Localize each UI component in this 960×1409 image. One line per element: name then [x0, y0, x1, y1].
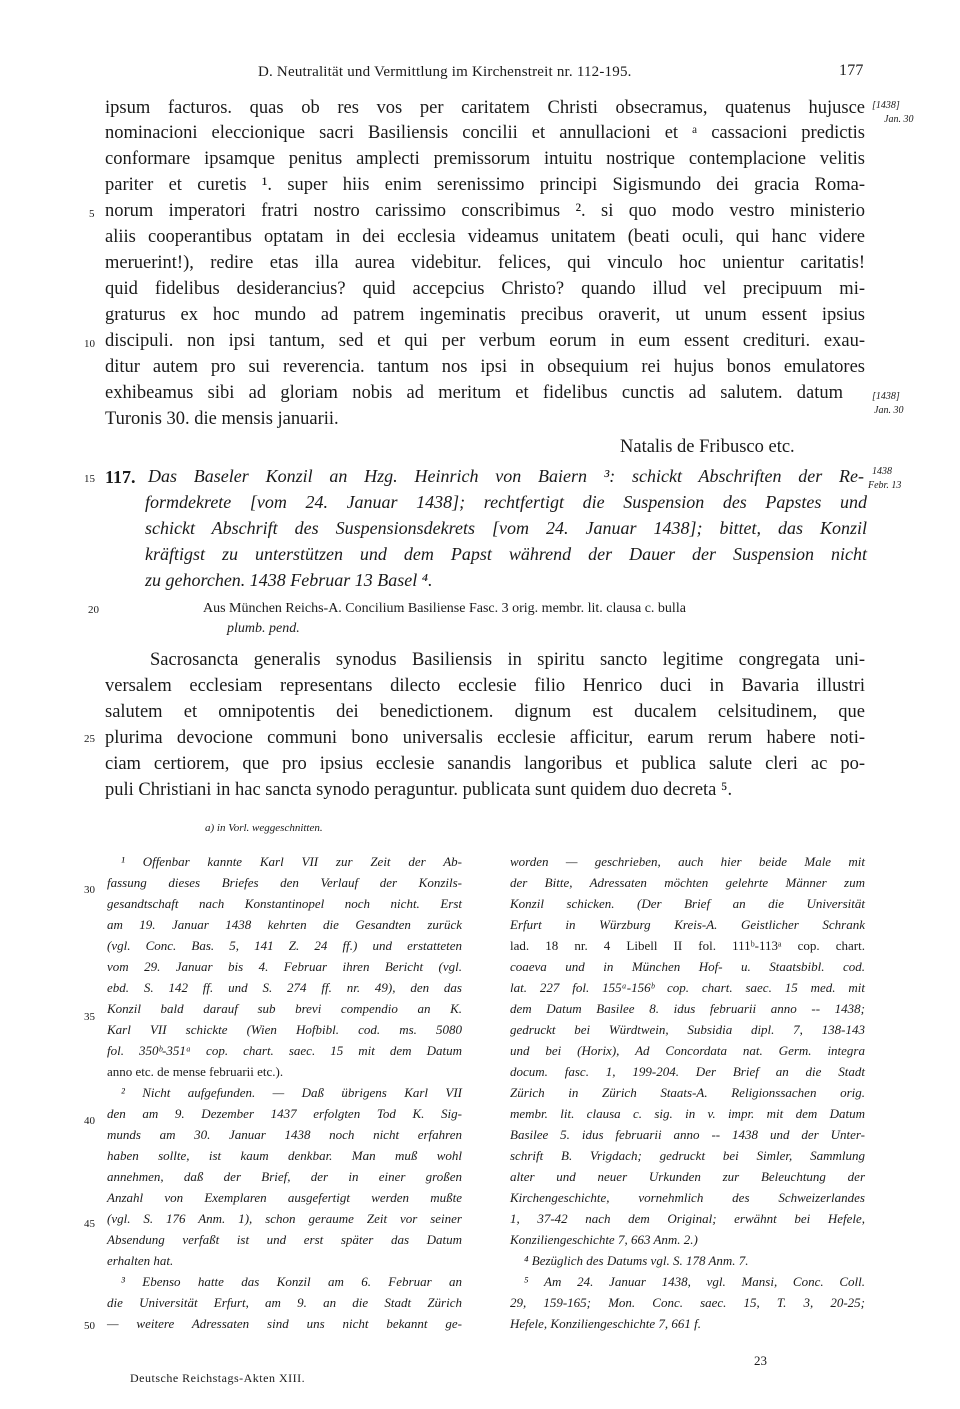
- document-line: versalem ecclesiam representans dilecto ecclesie filio Henrico duci in Bavaria illustri: [105, 676, 865, 696]
- line-number: 20: [88, 604, 99, 616]
- document-number: 117.: [105, 467, 136, 487]
- margin-year-doc: 1438: [872, 466, 892, 477]
- footnote-line: haben sollte, ist kaum denkbar. Man muß wohl: [107, 1148, 462, 1163]
- margin-date-mid: Jan. 30: [874, 405, 904, 416]
- margin-date-doc: Febr. 13: [868, 480, 902, 491]
- footnote-line: gesandtschaft nach Konstantinopel noch nicht. Erst: [107, 896, 462, 911]
- heading-line: formdekrete [vom 24. Januar 1438]; rechtfertigt die Suspension des Papstes und: [145, 492, 867, 512]
- source-note-cont: plumb. pend.: [227, 621, 300, 636]
- footnote-line: worden — geschrieben, auch hier beide Male mit: [510, 854, 865, 869]
- footnote-line: — weitere Adressaten sind uns nicht bekannt ge-: [107, 1316, 462, 1331]
- variant-note: a) in Vorl. weggeschnitten.: [205, 822, 323, 834]
- footnote-line: Erfurt in Würzburg Kreis-A. Geistlicher Schrank: [510, 917, 865, 932]
- footnote-line: fassung dieses Briefes den Verlauf der Konzils-: [107, 875, 462, 890]
- footnote-line: Karl VII schickte (Wien Hofbibl. cod. ms. 5080: [107, 1022, 462, 1037]
- margin-date-top: Jan. 30: [884, 114, 914, 125]
- letter-line: meruerint!), redire etas illa aurea videbitur. felices, qui vinculo hoc unientur caritatis!: [105, 253, 865, 273]
- letter-line: nominacioni eleccionique sacri Basiliensis concilii et annullacioni et ᵃ cassacioni predictis: [105, 123, 865, 143]
- heading-line: zu gehorchen. 1438 Februar 13 Basel ⁴.: [145, 570, 433, 590]
- series-title: Deutsche Reichstags-Akten XIII.: [130, 1371, 306, 1385]
- letter-line: norum imperatori fratri nostro carissimo conscribimus ². si quo modo vestro ministerio: [105, 201, 865, 221]
- footnote-line: Hefele, Konziliengeschichte 7, 661 f.: [510, 1316, 701, 1331]
- document-line: puli Christiani in hac sancta synodo peraguntur. publicata sunt quidem duo decreta ⁵.: [105, 780, 733, 800]
- footnote-line: und bei (Horix), Ad Concordata nat. Germ. integra: [510, 1043, 865, 1058]
- line-number: 50: [84, 1320, 95, 1332]
- footnote-line: annehmen, daß der Brief, der in einer großen: [107, 1169, 462, 1184]
- heading-line: schickt Abschrift des Suspensionsdekrets [vom 24. Januar 1438]; bittet, das Konzil: [145, 518, 867, 538]
- letter-line: Turonis 30. die mensis januarii.: [105, 409, 339, 429]
- footnote-line: ² Nicht aufgefunden. — Daß übrigens Karl VII: [121, 1085, 462, 1100]
- footnote-line: Basilee 5. idus februarii anno -- 1438 und der Unter-: [510, 1127, 865, 1142]
- letter-line: conformare ipsamque penitus amplecti premissorum intuitu nostrique contemplacione velitis: [105, 149, 865, 169]
- footnote-line: erhalten hat.: [107, 1253, 174, 1268]
- footnote-line: munds am 30. Januar 1438 noch nicht erfahren: [107, 1127, 462, 1142]
- letter-line: pariter et curetis ¹. super hiis enim serenissimo principi Sigismundo dei gracia Roma-: [105, 175, 865, 195]
- line-number: 35: [84, 1011, 95, 1023]
- document-line: ciam certiorem, que pro ipsius ecclesie sanandis langoribus et publica salute cleri ac po-: [105, 754, 865, 774]
- letter-signature: Natalis de Fribusco etc.: [620, 437, 795, 457]
- footnote-line: ¹ Offenbar kannte Karl VII zur Zeit der Ab-: [121, 854, 462, 869]
- footnote-line: 29, 159-165; Mon. Conc. saec. 15, T. 3, 20-25;: [510, 1295, 865, 1310]
- footnote-line: dem Datum Basilee 8. idus februarii anno -- 1438;: [510, 1001, 865, 1016]
- line-number: 10: [84, 338, 95, 350]
- margin-year-mid: [1438]: [872, 391, 900, 402]
- footnote-line: der Bitte, Adressaten möchten gelehrte Männer zum: [510, 875, 865, 890]
- line-number: 25: [84, 733, 95, 745]
- letter-line: discipuli. non ipsi tantum, sed et qui per verbum eorum in eum essent credituri. exau-: [105, 331, 865, 351]
- footnote-line: docum. fasc. 1, 199-204. Der Brief an die Stadt: [510, 1064, 865, 1079]
- footnote-line: Konziliengeschichte 7, 663 Anm. 2.): [510, 1232, 698, 1247]
- footnote-line: den am 9. Dezember 1437 erfolgten Tod K. Sig-: [107, 1106, 462, 1121]
- footnote-line: Zürich in Zürich Staats-A. Religionssachen orig.: [510, 1085, 865, 1100]
- letter-line: quid fidelibus desiderancius? quid accepcius Christo? quando illud vel precipuum mi-: [105, 279, 865, 299]
- line-number: 30: [84, 884, 95, 896]
- footnote-line: Konzil schicken. (Der Brief an die Universität: [510, 896, 865, 911]
- footnote-line: lat. 227 fol. 155ᵃ-156ᵇ cop. chart. saec. 15 med. mit: [510, 980, 865, 995]
- line-number: 45: [84, 1218, 95, 1230]
- running-title: D. Neutralität und Vermittlung im Kirchenstreit nr. 112-195.: [258, 64, 632, 80]
- footnote-line: anno etc. de mense februarii etc.).: [107, 1064, 284, 1079]
- footnote-line: schrift B. Vrigdach; gedruckt bei Simler, Sammlung: [510, 1148, 865, 1163]
- footnote-line: ³ Ebenso hatte das Konzil am 6. Februar an: [121, 1274, 462, 1289]
- sheet-number: 23: [754, 1353, 767, 1368]
- line-number: 40: [84, 1115, 95, 1127]
- page-number: 177: [839, 62, 864, 79]
- letter-line: ipsum facturos. quas ob res vos per caritatem Christi obsecramus, quatenus hujusce: [105, 98, 865, 118]
- footnote-line: gedruckt bei Würdtwein, Subsidia dipl. 7, 138-143: [510, 1022, 865, 1037]
- footnote-line: 1, 37-42 nach dem Original; erwähnt bei Hefele,: [510, 1211, 865, 1226]
- footnote-line: ⁴ Bezüglich des Datums vgl. S. 178 Anm. 7.: [524, 1253, 749, 1268]
- letter-line: exhibeamus sibi ad gloriam nobis ad meritum et fidelibus cunctis ad salutem. datum: [105, 383, 843, 403]
- footnote-line: ebd. S. 142 ff. und S. 274 ff. nr. 49), den das: [107, 980, 462, 995]
- document-line: plurima devocione communi bono universalis ecclesie afficitur, earum rerum habere noti-: [105, 728, 865, 748]
- letter-line: aliis cooperantibus optatam in dei ecclesia videamus unitatem (beati oculi, qui hanc videre: [105, 227, 865, 247]
- footnote-line: Anzahl von Exemplaren ausgefertigt werden mußte: [107, 1190, 462, 1205]
- footnote-line: alter und neuer Urkunden zur Beleuchtung der: [510, 1169, 865, 1184]
- heading-line: kräftigst zu unterstützen und dem Papst während der Dauer der Suspension nicht: [145, 544, 867, 564]
- footnote-line: am 19. Januar 1438 kehrten die Gesandten zurück: [107, 917, 462, 932]
- footnote-line: Absendung verfaßt ist und erst später das Datum: [107, 1232, 462, 1247]
- source-note: Aus München Reichs-A. Concilium Basiliense Fasc. 3 orig. membr. lit. clausa c. bulla: [203, 601, 686, 616]
- footnote-line: Konzil bald darauf sub brevi compendio an K.: [107, 1001, 462, 1016]
- margin-year-top: [1438]: [872, 100, 900, 111]
- footnote-line: (vgl. Conc. Bas. 5, 141 Z. 24 ff.) und erstatteten: [107, 938, 462, 953]
- footnote-line: coaeva und in München Hof- u. Staatsbibl. cod.: [510, 959, 865, 974]
- footnote-line: lad. 18 nr. 4 Libell II fol. 111ᵇ-113ᵃ cop. chart.: [510, 938, 865, 953]
- letter-line: ditur autem pro sui reverencia. tantum nos ipsi in obsequium rei hujus bonos emulatores: [105, 357, 865, 377]
- footnote-line: vom 29. Januar bis 4. Februar ihren Bericht (vgl.: [107, 959, 462, 974]
- footnote-line: die Universität Erfurt, am 9. an die Stadt Zürich: [107, 1295, 462, 1310]
- document-line: salutem et omnipotentis dei benedictionem. dignum est ducalem celsitudinem, que: [105, 702, 865, 722]
- footnote-line: (vgl. S. 176 Anm. 1), schon geraume Zeit vor seiner: [107, 1211, 462, 1226]
- line-number: 15: [84, 473, 95, 485]
- footnote-line: fol. 350ᵇ-351ᵃ cop. chart. saec. 15 mit dem Datum: [107, 1043, 462, 1058]
- footnote-line: Kirchengeschichte, vornehmlich des Schweizerlandes: [510, 1190, 865, 1205]
- footnote-line: ⁵ Am 24. Januar 1438, vgl. Mansi, Conc. Coll.: [524, 1274, 865, 1289]
- heading-line: Das Baseler Konzil an Hzg. Heinrich von Baiern ³: schickt Abschriften der Re-: [148, 466, 864, 486]
- letter-line: graturus ex hoc mundo ad patrem ingeminatis precibus oraverit, ut unum essent ipsius: [105, 305, 865, 325]
- footnote-line: membr. lit. clausa c. sig. in v. impr. mit dem Datum: [510, 1106, 865, 1121]
- document-line: Sacrosancta generalis synodus Basiliensis in spiritu sancto legitime congregata uni-: [150, 650, 865, 670]
- line-number: 5: [89, 208, 95, 220]
